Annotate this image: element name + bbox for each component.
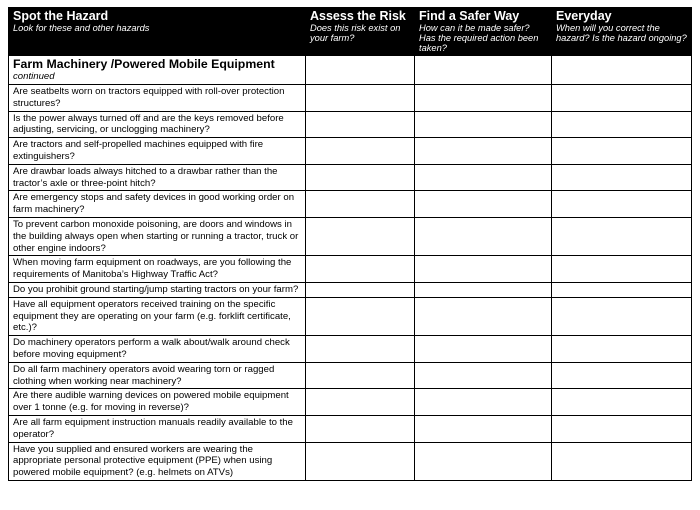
everyday-cell[interactable] [552,191,692,218]
everyday-cell[interactable] [552,336,692,363]
everyday-cell[interactable] [552,389,692,416]
assess-risk-cell[interactable] [306,138,415,165]
assess-risk-cell[interactable] [306,415,415,442]
safer-way-cell[interactable] [415,256,552,283]
safer-way-cell[interactable] [415,336,552,363]
question-row [9,362,692,389]
question-row [9,389,692,416]
section-title-cell [9,56,306,85]
safer-way-cell[interactable] [415,389,552,416]
safer-way-cell[interactable] [415,282,552,297]
header-title: Find a Safer Way [419,9,520,23]
header-find-a-safer-way [415,8,552,56]
everyday-cell[interactable] [552,256,692,283]
assess-risk-cell[interactable] [306,389,415,416]
question-text: Are all farm equipment instruction manuals readily available to the operator? [9,415,306,442]
everyday-cell[interactable] [552,56,692,85]
header-title: Everyday [556,9,612,23]
everyday-cell[interactable] [552,362,692,389]
safer-way-cell[interactable] [415,138,552,165]
safer-way-cell[interactable] [415,217,552,255]
assess-risk-cell[interactable] [306,442,415,480]
question-row [9,256,692,283]
assess-risk-cell[interactable] [306,56,415,85]
question-text: Are drawbar loads always hitched to a drawbar rather than the tractor’s axle or three-point hitch? [9,164,306,191]
assess-risk-cell[interactable] [306,297,415,335]
question-row [9,111,692,138]
section-title: Farm Machinery /Powered Mobile Equipment [13,57,275,71]
assess-risk-cell[interactable] [306,164,415,191]
header-title: Spot the Hazard [13,9,109,23]
header-subtitle: How can it be made safer? Has the required action been taken? [419,23,539,53]
everyday-cell[interactable] [552,164,692,191]
safer-way-cell[interactable] [415,164,552,191]
assess-risk-cell[interactable] [306,191,415,218]
assess-risk-cell[interactable] [306,362,415,389]
assess-risk-cell[interactable] [306,111,415,138]
safer-way-cell[interactable] [415,85,552,112]
safer-way-cell[interactable] [415,442,552,480]
question-row [9,138,692,165]
safer-way-cell[interactable] [415,111,552,138]
header-subtitle: When will you correct the hazard? Is the hazard ongoing? [556,23,687,43]
everyday-cell[interactable] [552,111,692,138]
header-row [9,8,692,56]
question-text: Do machinery operators perform a walk about/walk around check before moving equipment? [9,336,306,363]
question-text: Have all equipment operators received training on the specific equipment they are operating on your farm (e.g. forklift certificate, etc.)? [9,297,306,335]
assess-risk-cell[interactable] [306,85,415,112]
question-row [9,442,692,480]
question-text: Have you supplied and ensured workers are wearing the appropriate personal protective equipment (PPE) when using powered mobile equipment? (e.g. helmets on ATVs) [9,442,306,480]
header-everyday [552,8,692,56]
header-spot-the-hazard [9,8,306,56]
section-header-row [9,56,692,85]
section-subtitle: continued [13,71,55,82]
safer-way-cell[interactable] [415,362,552,389]
question-text: To prevent carbon monoxide poisoning, are doors and windows in the building always open when starting or running a tractor, truck or other engine indoors? [9,217,306,255]
question-text: Are tractors and self-propelled machines equipped with fire extinguishers? [9,138,306,165]
assess-risk-cell[interactable] [306,217,415,255]
everyday-cell[interactable] [552,415,692,442]
question-text: Do you prohibit ground starting/jump starting tractors on your farm? [9,282,306,297]
question-row [9,191,692,218]
question-row [9,415,692,442]
safer-way-cell[interactable] [415,56,552,85]
header-subtitle: Does this risk exist on your farm? [310,23,401,43]
question-row [9,282,692,297]
safer-way-cell[interactable] [415,415,552,442]
everyday-cell[interactable] [552,138,692,165]
question-text: Are there audible warning devices on powered mobile equipment over 1 tonne (e.g. for moving in reverse)? [9,389,306,416]
header-subtitle: Look for these and other hazards [13,23,150,33]
assess-risk-cell[interactable] [306,336,415,363]
question-text: When moving farm equipment on roadways, are you following the requirements of Manitoba’s Highway Traffic Act? [9,256,306,283]
everyday-cell[interactable] [552,85,692,112]
everyday-cell[interactable] [552,282,692,297]
header-assess-the-risk [306,8,415,56]
header-title: Assess the Risk [310,9,406,23]
hazard-checklist-table [8,7,692,481]
safer-way-cell[interactable] [415,297,552,335]
question-row [9,297,692,335]
safer-way-cell[interactable] [415,191,552,218]
assess-risk-cell[interactable] [306,256,415,283]
question-text: Do all farm machinery operators avoid wearing torn or ragged clothing when working near machinery? [9,362,306,389]
everyday-cell[interactable] [552,442,692,480]
question-row [9,85,692,112]
everyday-cell[interactable] [552,297,692,335]
question-row [9,217,692,255]
question-row [9,336,692,363]
question-text: Are emergency stops and safety devices in good working order on farm machinery? [9,191,306,218]
assess-risk-cell[interactable] [306,282,415,297]
question-row [9,164,692,191]
everyday-cell[interactable] [552,217,692,255]
question-text: Are seatbelts worn on tractors equipped with roll-over protection structures? [9,85,306,112]
question-text: Is the power always turned off and are the keys removed before adjusting, servicing, or unclogging machinery? [9,111,306,138]
